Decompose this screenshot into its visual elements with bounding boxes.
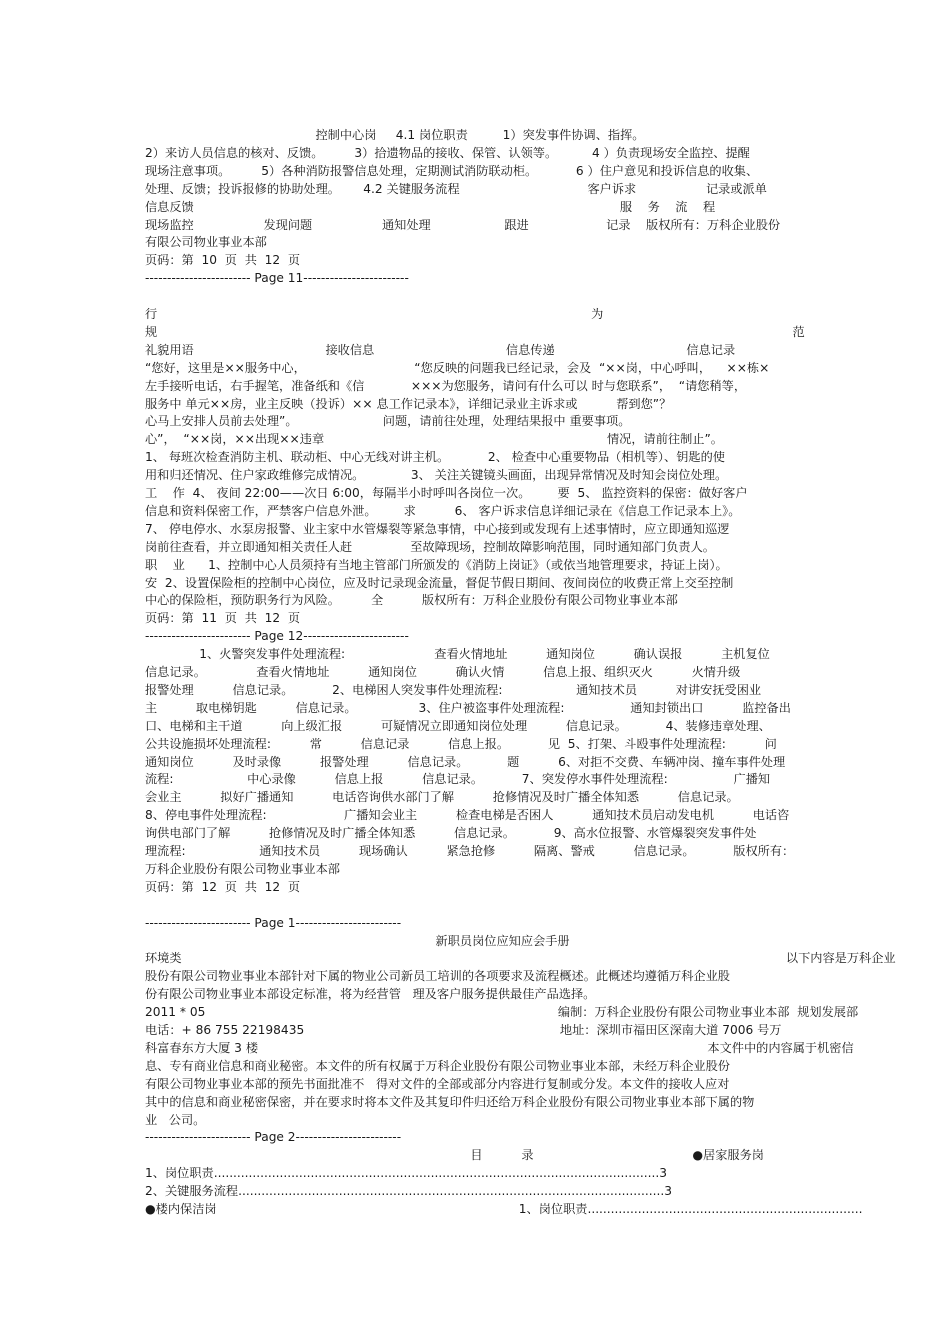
text-line: 有限公司物业事业本部 [145,235,267,250]
text-line: 2）来访人员信息的核对、反馈。 3）拾遗物品的接收、保管、认领等。 4 ）负责现场安全监控、提醒 [145,145,750,160]
text-line: “您好，这里是××服务中心， “您反映的问题我已经记录，会及 “××岗，中心呼叫， ××栋× [145,360,770,375]
text-line: 2011 * 05 编制：万科企业股份有限公司物业事业本部 规划发展部 [145,1005,859,1020]
text-line: 8、停电事件处理流程: 广播知会业主 检查电梯是否困人 通知技术员启动发电机 电话咨 [145,808,790,823]
text-line: 工 作 4、 夜间 22:00——次日 6:00，每隔半小时呼叫各岗位一次。 要 5、 监控资料的保密：做好客户 [145,486,748,500]
text-line: ------------------------ Page 2------------------------ [145,1130,402,1145]
text-line: 科富春东方大厦 3 楼 本文件中的内容属于机密信 [145,1040,854,1055]
text-line: 有限公司物业事业本部的预先书面批准不 得对文件的全部或部分内容进行复制或分发。本文件的接收人应对 [145,1076,730,1091]
text-line: 2、关键服务流程..............................................................................................................3 [145,1184,672,1199]
text-line: 公共设施损坏处理流程: 常 信息记录 信息上报。 见 5、打架、斗殴事件处理流程: 问 [145,736,777,751]
text-line: ------------------------ Page 11------------------------ [145,271,409,286]
text-line: 万科企业股份有限公司物业事业本部 [145,861,340,876]
text-line: ------------------------ Page 12------------------------ [145,629,409,644]
text-line: 1、 每班次检查消防主机、联动柜、中心无线对讲主机。 2、 检查中心重要物品（相机等）、钥匙的使 [145,450,725,465]
text-line: 服务中 单元××房，业主反映（投诉）×× 息工作记录本》，详细记录业主诉求或 帮到您”？ [145,396,672,411]
text-line: 其中的信息和商业秘密保密，并在要求时将本文件及其复印件归还给万科企业股份有限公司物业事业本部下属的物 [145,1094,755,1109]
text-line: 礼貌用语 接收信息 信息传递 信息记录 [145,342,736,357]
text-line: 1、岗位职责...................................................................................................................3 [145,1166,667,1181]
text-line: 岗前往查看，并立即通知相关责任人赶 至故障现场，控制故障影响范围，同时通知部门负责人。 [145,539,715,554]
text-line: 会业主 拟好广播通知 电话咨询供水部门了解 抢修情况及时广播全体知悉 信息记录。 [145,790,739,805]
text-line: 页码：第 12 页 共 12 页 [145,879,301,894]
text-line: 询供电部门了解 抢修情况及时广播全体知悉 信息记录。 9、高水位报警、水管爆裂突发事件处 [145,826,757,841]
text-line: 安 2、设置保险柜的控制中心岗位，应及时记录现金流量，督促节假日期间、夜间岗位的收费正常上交至控制 [145,575,734,590]
text-line: 股份有限公司物业事业本部针对下属的物业公司新员工培训的各项要求及流程概述。此概述均遵循万科企业股 [145,969,730,984]
text-line: 7、 停电停水、水泵房报警、业主家中水管爆裂等紧急事情，中心接到或发现有上述事情时，应立即通知巡逻 [145,521,730,536]
text-line: 口、电梯和主干道 向上级汇报 可疑情况立即通知岗位处理 信息记录。 4、装修违章处理、 [145,718,771,733]
text-line: 业 公司。 [145,1112,206,1127]
text-line: 心”， “××岗，××出现××违章 情况，请前往制止”。 [145,432,723,447]
text-line: 现场监控 发现问题 通知处理 跟进 记录 版权所有：万科企业股份 [145,217,781,232]
text-line: 主 取电梯钥匙 信息记录。 3、住户被盗事件处理流程: 通知封锁出口 监控备出 [145,700,791,715]
text-line: 处理、反馈；投诉报修的协助处理。 4.2 关键服务流程 客户诉求 记录或派单 [145,181,767,196]
text-line: ------------------------ Page 1------------------------ [145,915,402,930]
text-line: 环境类 以下内容是万科企业 [145,951,896,966]
text-line: 职 业 1、控制中心人员须持有当地主管部门所颁发的《消防上岗证》（或依当地管理要求，持证上岗）。 [145,557,728,572]
text-line: 1、火警突发事件处理流程: 查看火情地址 通知岗位 确认误报 主机复位 [145,647,770,662]
text-line: 新职员岗位应知应会手册 [145,933,570,948]
text-line: 页码：第 11 页 共 12 页 [145,611,301,626]
text-line: 行 为 [145,307,604,321]
text-line: ●楼内保洁岗 1、岗位职责....................................................................... [145,1202,863,1216]
text-line: 报警处理 信息记录。 2、电梯困人突发事件处理流程: 通知技术员 对讲安抚受困业 [145,682,762,697]
text-line: 规 范 [145,324,805,339]
text-line: 控制中心岗 4.1 岗位职责 1）突发事件协调、指挥。 [145,128,645,142]
text-line: 左手接听电话，右手握笔，准备纸和《信 ×××为您服务，请问有什么可以 时与您联系”， “请您稍等， [145,378,747,393]
text-line: 现场注意事项。 5）各种消防报警信息处理，定期测试消防联动柜。 6 ）住户意见和投诉信息的收集、 [145,163,759,178]
text-line: 份有限公司物业事业本部设定标准，将为经营管 理及客户服务提供最佳产品选择。 [145,987,596,1002]
text-line: 目 录 ●居家服务岗 [145,1148,764,1163]
text-line: 流程: 中心录像 信息上报 信息记录。 7、突发停水事件处理流程: 广播知 [145,772,771,787]
text-line: 心马上安排人员前去处理”。 问题，请前往处理，处理结果报中 重要事项。 [145,414,631,429]
text-line: 页码：第 10 页 共 12 页 [145,253,301,268]
text-line: 信息反馈 服 务 流 程 [145,199,716,214]
text-line: 通知岗位 及时录像 报警处理 信息记录。 题 6、对拒不交费、车辆冲岗、撞车事件处理 [145,754,786,769]
text-line: 理流程: 通知技术员 现场确认 紧急抢修 隔离、警戒 信息记录。 版权所有： [145,844,795,858]
text-line: 息、专有商业信息和商业秘密。本文件的所有权属于万科企业股份有限公司物业事业本部，未经万科企业股份 [145,1058,730,1073]
text-line: 中心的保险柜，预防职务行为风险。 全 版权所有：万科企业股份有限公司物业事业本部 [145,593,678,608]
text-line: 信息记录。 查看火情地址 通知岗位 确认火情 信息上报、组织灭火 火情升级 [145,665,741,679]
text-line: 用和归还情况、住户家政维修完成情况。 3、 关注关键镜头画面，出现异常情况及时知会岗位处理。 [145,468,728,483]
text-line: 电话：+ 86 755 22198435 地址：深圳市福田区深南大道 7006 号万 [145,1023,782,1037]
text-line: 信息和资料保密工作，严禁客户信息外泄。 求 6、 客户诉求信息详细记录在《信息工作记录本上》。 [145,503,741,518]
